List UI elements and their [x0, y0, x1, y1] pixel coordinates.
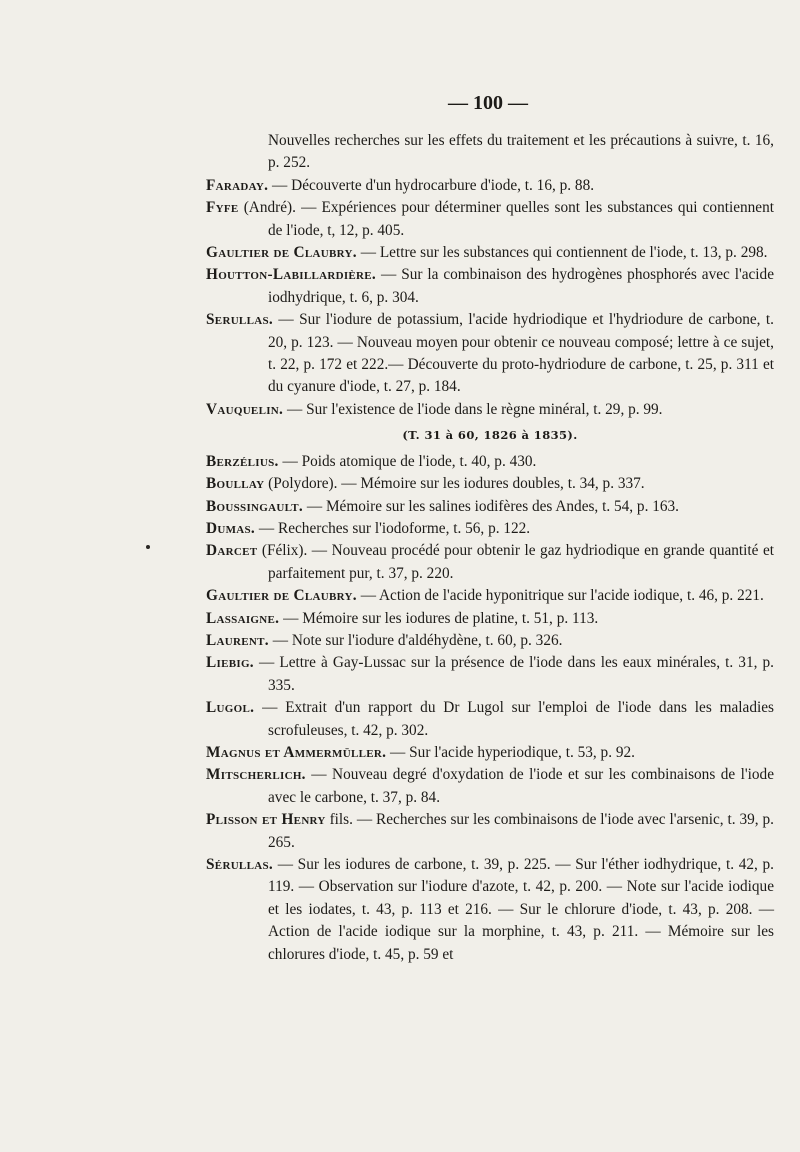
entry-text: — Sur l'existence de l'iode dans le règne minéral, t. 29, p. 99.: [283, 400, 663, 418]
entry-text: — Sur l'iodure de potassium, l'acide hydriodique et l'hydriodure de carbone, t. 20, p. 123. — Nouveau moyen pour obtenir ce nouveau composé; lettre à ce sujet, t. 22, p. 172 et 222.— Découverte du proto-hydriodure de carbone, t. 25, p. 311 et du cyanure d'iode, t. 27, p. 184.: [268, 311, 774, 396]
entry-author: Darcet: [206, 542, 258, 560]
entry-text: — Nouveau degré d'oxydation de l'iode et sur les combinaisons de l'iode avec le carbone, t. 37, p. 84.: [268, 766, 774, 806]
entry-author: Houtton-Labillardière.: [206, 266, 377, 284]
entry-author: Plisson et Henry: [206, 811, 326, 829]
entry-author: Sérullas.: [206, 856, 273, 873]
bibliography-entry: [206, 854, 774, 966]
entry-text: (Félix). — Nouveau procédé pour obtenir le gaz hydriodique en grande quantité et parfaitement pur, t. 37, p. 220.: [257, 542, 774, 582]
entries-section-2: [206, 451, 774, 966]
entry-author: Faraday.: [206, 176, 269, 194]
period-heading: (T. 31 à 60, 1826 à 1835).: [402, 428, 578, 443]
entry-text: (André). — Expériences pour déterminer quelles sont les substances qui contiennent de l'iode, t, 12, p. 405.: [238, 199, 774, 239]
entry-text: — Extrait d'un rapport du Dr Lugol sur l'emploi de l'iode dans les maladies scrofuleuses, t. 42, p. 302.: [254, 699, 774, 739]
entry-author: Lugol.: [206, 699, 255, 717]
bibliography-entry: [206, 697, 774, 742]
bibliography-entry: [206, 242, 774, 264]
entry-text: — Mémoire sur les iodures de platine, t. 51, p. 113.: [279, 609, 599, 627]
bibliography-entry: [206, 175, 774, 197]
bibliography-entry: [206, 496, 774, 518]
bibliography-entry: [206, 473, 774, 495]
page-number: — 100 —: [448, 92, 528, 114]
entry-text: Nouvelles recherches sur les effets du traitement et les précautions à suivre, t. 16, p. 252.: [268, 132, 774, 172]
entry-author: Mitscherlich.: [206, 766, 306, 784]
entry-text: (Polydore). — Mémoire sur les iodures doubles, t. 34, p. 337.: [264, 475, 645, 493]
entry-text: — Sur la combinaison des hydrogènes phosphorés avec l'acide iodhydrique, t. 6, p. 304.: [268, 266, 774, 306]
entry-author: Vauquelin.: [206, 400, 284, 418]
entry-author: Serullas.: [206, 311, 273, 329]
bibliography-entry: [206, 608, 774, 630]
entry-author: Lassaigne.: [206, 609, 280, 627]
bibliography-entry: [206, 518, 774, 540]
bibliography-entry: [206, 764, 774, 809]
bibliography-entry: [206, 399, 774, 421]
bibliography-entry: [206, 630, 774, 652]
bibliography-entry: [206, 809, 774, 854]
entry-text: — Lettre sur les substances qui contiennent de l'iode, t. 13, p. 298.: [356, 244, 768, 262]
entry-author: Dumas.: [206, 519, 256, 537]
margin-mark: [146, 545, 150, 549]
bibliography-entry: [206, 264, 774, 309]
entry-author: Laurent.: [206, 631, 269, 649]
entry-author: Gaultier de Claubry.: [206, 587, 357, 605]
entry-author: Gaultier de Claubry.: [206, 244, 357, 262]
entry-author: Fyfe: [206, 199, 239, 217]
entry-author: Boullay: [206, 475, 265, 493]
bibliography-entry: [206, 130, 774, 175]
entry-text: — Note sur l'iodure d'aldéhydène, t. 60, p. 326.: [268, 631, 563, 649]
bibliography-body: [206, 130, 774, 966]
entry-author: Magnus et Ammermüller.: [206, 743, 387, 761]
entry-text: — Mémoire sur les salines iodifères des Andes, t. 54, p. 163.: [303, 497, 679, 515]
entry-author: Boussingault.: [206, 497, 303, 515]
entry-author: Berzélius.: [206, 452, 279, 470]
bibliography-entry: [206, 585, 774, 607]
entry-author: Liebig.: [206, 654, 254, 672]
entry-text: fils. — Recherches sur les combinaisons de l'iode avec l'arsenic, t. 39, p. 265.: [268, 811, 775, 851]
bibliography-entry: [206, 540, 774, 585]
bibliography-entry: [206, 451, 774, 473]
entry-text: — Découverte d'un hydrocarbure d'iode, t. 16, p. 88.: [268, 176, 595, 194]
entry-text: — Lettre à Gay-Lussac sur la présence de l'iode dans les eaux minérales, t. 31, p. 335.: [253, 654, 774, 694]
entry-text: — Action de l'acide hyponitrique sur l'acide iodique, t. 46, p. 221.: [356, 587, 764, 605]
entry-text: — Poids atomique de l'iode, t. 40, p. 430.: [278, 452, 537, 470]
bibliography-entry: [206, 309, 774, 399]
entry-text: — Sur les iodures de carbone, t. 39, p. 225. — Sur l'éther iodhydrique, t. 42, p. 119. — Observation sur l'iodure d'azote, t. 42, p. 200. — Note sur l'acide iodique et les iodates, t. 43, p. 113 et 216. — Sur le chlorure d'iode, t. 43, p. 208. — Action de l'acide iodique sur la morphine, t. 43, p. 211. — Mémoire sur les chlorures d'iode, t. 45, p. 59 et: [268, 856, 774, 963]
bibliography-entry: [206, 742, 774, 764]
bibliography-entry: [206, 197, 774, 242]
bibliography-entry: [206, 652, 774, 697]
entries-section-1: [206, 130, 774, 421]
entry-text: — Recherches sur l'iodoforme, t. 56, p. 122.: [255, 519, 531, 537]
entry-text: — Sur l'acide hyperiodique, t. 53, p. 92.: [386, 743, 635, 761]
